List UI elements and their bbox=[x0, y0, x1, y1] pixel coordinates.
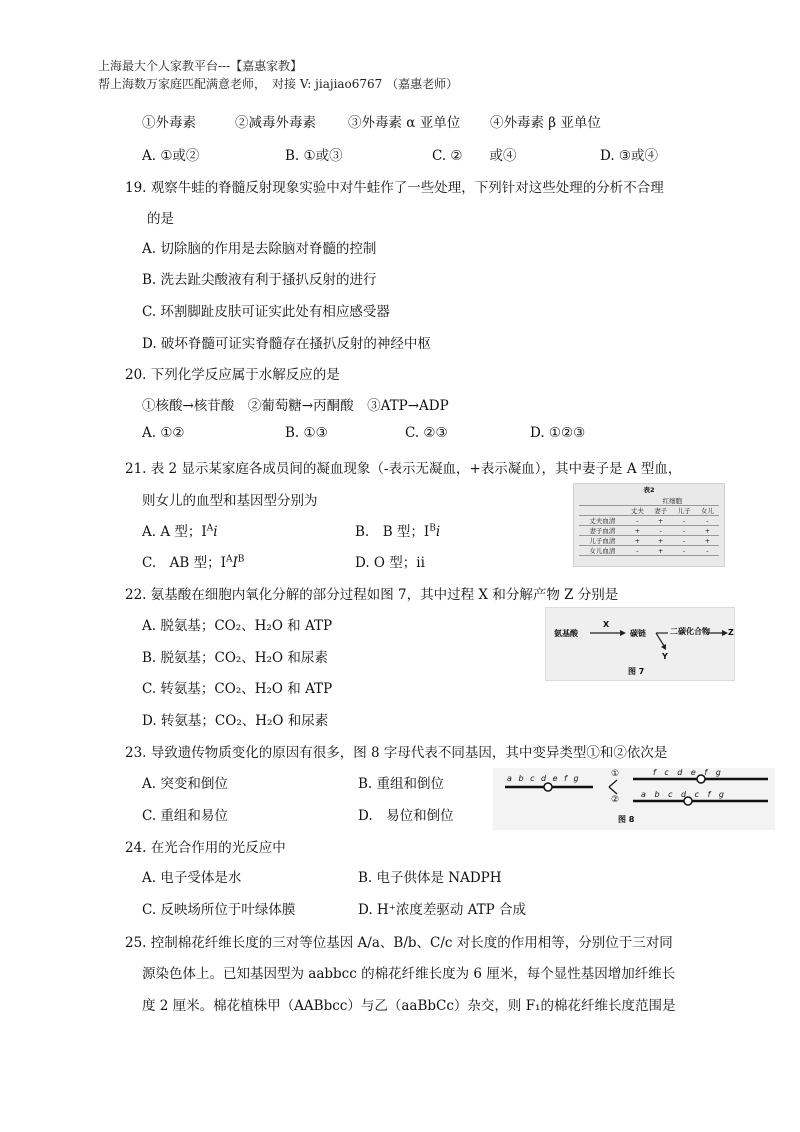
q20-option-a: A. ①② bbox=[142, 425, 185, 441]
q23-option-d: D. 易位和倒位 bbox=[358, 808, 454, 824]
q18-item-1: ①外毒素 bbox=[142, 115, 196, 131]
fig8-variant-2: a b c d c f g bbox=[641, 790, 728, 799]
q22-stem: 22. 氨基酸在细胞内氧化分解的部分过程如图 7，其中过程 X 和分解产物 Z 分别是 bbox=[125, 587, 619, 603]
q21-option-c: C. AB 型；$I^AI^B$ bbox=[142, 554, 245, 571]
q18-item-2: ②减毒外毒素 bbox=[235, 115, 316, 131]
table-col-group: 红细胞 bbox=[626, 496, 719, 506]
q21-option-a: A. A 型；$I^Ai$ bbox=[142, 523, 218, 540]
q22-option-a: A. 脱氨基；CO₂、H₂O 和 ATP bbox=[142, 618, 333, 634]
table-row: 儿子血清 + + - + bbox=[579, 536, 719, 546]
table-col-header: 儿子 bbox=[672, 506, 695, 516]
fig8-mark-1: ① bbox=[611, 769, 620, 779]
table-row: 女儿血清 - + - - bbox=[579, 546, 719, 556]
blood-table bbox=[579, 496, 719, 556]
q19-option-b: B. 洗去趾尖酸液有利于搔扒反射的进行 bbox=[142, 272, 377, 288]
q18-option-d: D. ③或④ bbox=[600, 148, 659, 164]
fig7-product-label: 二碳化合物 bbox=[670, 627, 710, 636]
fig7-start-label: 氨基酸 bbox=[554, 629, 578, 638]
q21-option-d: D. O 型；ii bbox=[355, 555, 425, 571]
table-col-header: 丈夫 bbox=[626, 506, 649, 516]
q18-option-c: C. ② 或④ bbox=[432, 148, 517, 164]
q24-option-c: C. 反映场所位于叶绿体膜 bbox=[142, 902, 296, 918]
q22-option-b: B. 脱氨基；CO₂、H₂O 和尿素 bbox=[142, 650, 328, 666]
table-row: 丈夫血清 - + - - bbox=[579, 516, 719, 526]
q25-line-1: 25. 控制棉花纤维长度的三对等位基因 A/a、B/b、C/c 对长度的作用相等，分别位于三对同 bbox=[125, 935, 673, 951]
figure-8 bbox=[493, 768, 775, 830]
q22-option-c: C. 转氨基；CO₂、H₂O 和 ATP bbox=[142, 681, 333, 697]
q24-stem: 24. 在光合作用的光反应中 bbox=[125, 840, 286, 856]
q20-items: ①核酸→核苷酸 ②葡萄糖→丙酮酸 ③ATP→ADP bbox=[142, 398, 449, 414]
fig8-mark-2: ② bbox=[611, 795, 620, 805]
q19-option-d: D. 破坏脊髓可证实脊髓存在搔扒反射的神经中枢 bbox=[142, 336, 431, 352]
q23-option-b: B. 重组和倒位 bbox=[358, 776, 445, 792]
q21-stem-cont: 则女儿的血型和基因型分别为 bbox=[142, 493, 318, 509]
q20-option-b: B. ①③ bbox=[285, 425, 328, 441]
q20-option-c: C. ②③ bbox=[405, 425, 448, 441]
q21-option-b: B. B 型；$I^Bi$ bbox=[355, 523, 441, 540]
q19-option-c: C. 环割脚趾皮肤可证实此处有相应感受器 bbox=[142, 304, 390, 320]
q25-line-3: 度 2 厘米。棉花植株甲（AABbcc）与乙（aaBbCc）杂交，则 F₁的棉花纤维长度范围是 bbox=[142, 998, 676, 1014]
q18-option-b: B. ①或③ bbox=[285, 148, 343, 164]
blood-table-image bbox=[573, 483, 725, 567]
q25-line-2: 源染色体上。已知基因型为 aabbcc 的棉花纤维长度为 6 厘米，每个显性基因增加纤维长 bbox=[142, 966, 676, 982]
q19-stem: 19. 观察牛蛙的脊髓反射现象实验中对牛蛙作了一些处理，下列针对这些处理的分析不合理 bbox=[125, 180, 664, 196]
table-row: 妻子血清 + - - + bbox=[579, 526, 719, 536]
q20-stem: 20. 下列化学反应属于水解反应的是 bbox=[125, 367, 340, 383]
q24-option-d: D. H⁺浓度差驱动 ATP 合成 bbox=[358, 902, 527, 918]
q23-stem: 23. 导致遗传物质变化的原因有很多，图 8 字母代表不同基因，其中变异类型①和②依次是 bbox=[125, 745, 668, 761]
q21-stem: 21. 表 2 显示某家庭各成员间的凝血现象（-表示无凝血，+表示凝血），其中妻子是 A 型血， bbox=[125, 461, 682, 477]
q23-option-a: A. 突变和倒位 bbox=[142, 776, 228, 792]
header-line-1: 上海最大个人家教平台---【嘉惠家教】 bbox=[98, 59, 303, 73]
table-col-header: 妻子 bbox=[649, 506, 672, 516]
fig7-y-label: Y bbox=[662, 652, 668, 661]
fig7-caption: 图 7 bbox=[628, 667, 645, 676]
q24-option-a: A. 电子受体是水 bbox=[142, 870, 242, 886]
figure-7 bbox=[545, 607, 735, 681]
q19-option-a: A. 切除脑的作用是去除脑对脊髓的控制 bbox=[142, 241, 377, 257]
fig8-variant-1: f c d e f g bbox=[653, 768, 724, 777]
table-col-header: 女儿 bbox=[696, 506, 719, 516]
table-title: 表2 bbox=[643, 486, 655, 494]
fig8-original: a b c d e f g bbox=[507, 774, 581, 783]
q18-item-3: ③外毒素 α 亚单位 bbox=[348, 115, 461, 131]
q18-option-a: A. ①或② bbox=[142, 148, 200, 164]
q22-option-d: D. 转氨基；CO₂、H₂O 和尿素 bbox=[142, 713, 329, 729]
q18-item-4: ④外毒素 β 亚单位 bbox=[490, 115, 601, 131]
q20-option-d: D. ①②③ bbox=[530, 425, 586, 441]
fig8-caption: 图 8 bbox=[618, 815, 635, 824]
q19-stem-cont: 的是 bbox=[147, 211, 174, 227]
header-line-2: 帮上海数万家庭匹配满意老师， 对接 V: jiajiao6767 （嘉惠老师） bbox=[98, 77, 459, 91]
fig7-mid-label: 碳链 bbox=[630, 629, 646, 638]
fig7-z-label: Z bbox=[728, 628, 734, 637]
fig7-x-label: X bbox=[603, 620, 610, 629]
q24-option-b: B. 电子供体是 NADPH bbox=[358, 870, 502, 886]
q23-option-c: C. 重组和易位 bbox=[142, 808, 228, 824]
